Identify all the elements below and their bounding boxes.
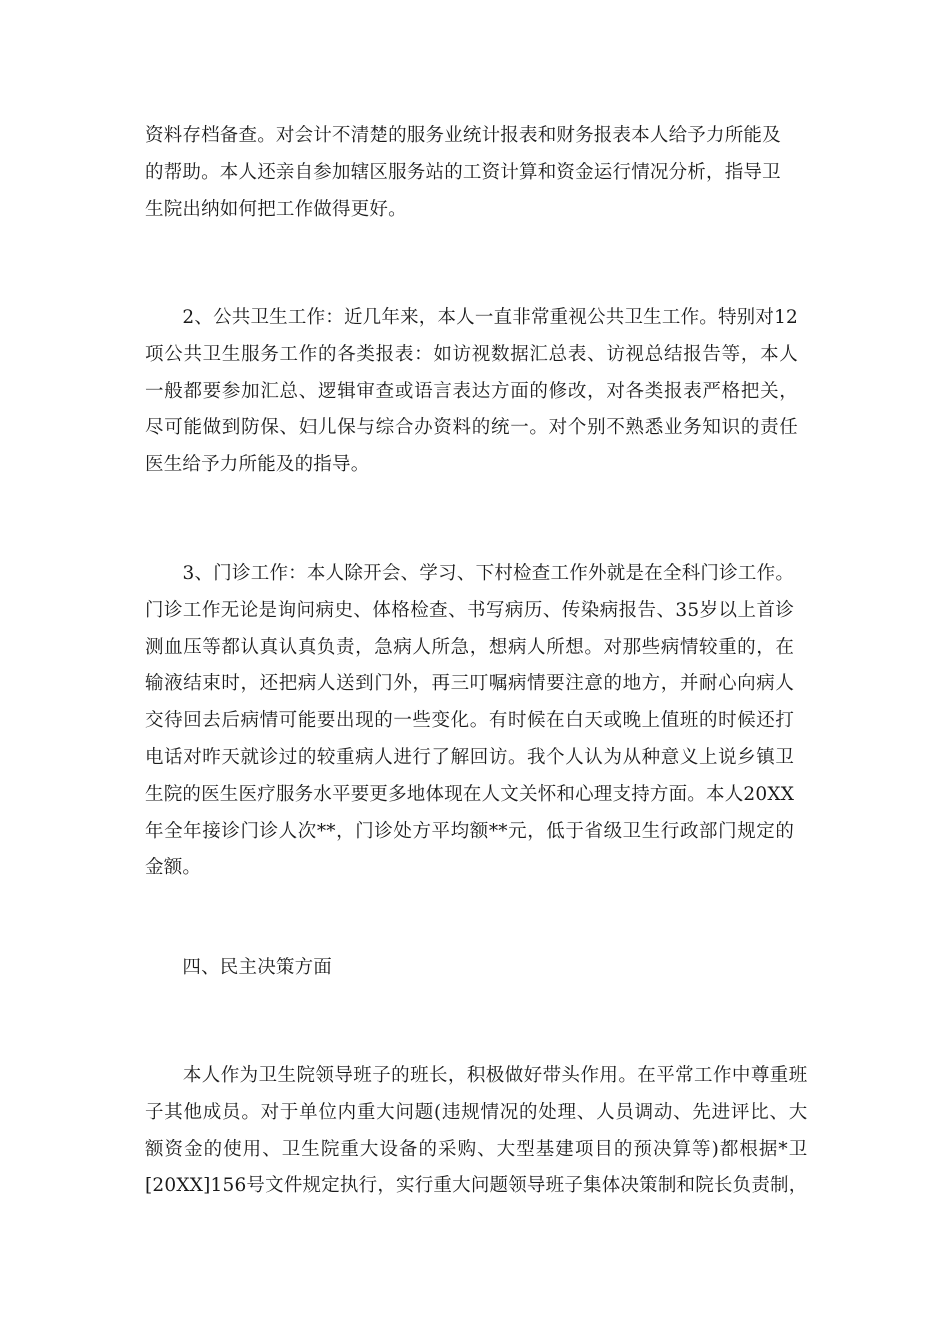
paragraph-leadership [145, 1058, 807, 1205]
text-line: 测血压等都认真认真负责，急病人所急，想病人所想。对那些病情较重的，在 [145, 636, 795, 658]
text-line: 年全年接诊门诊人次**，门诊处方平均额**元，低于省级卫生行政部门规定的 [145, 820, 795, 842]
text-line: 3、门诊工作：本人除开会、学习、下村检查工作外就是在全科门诊工作。 [145, 563, 795, 584]
text-line: 一般都要参加汇总、逻辑审查或语言表达方面的修改，对各类报表严格把关， [145, 380, 799, 402]
text-line: 门诊工作无论是询问病史、体格检查、书写病历、传染病报告、35岁以上首诊 [145, 599, 795, 621]
paragraph-public-health [145, 300, 798, 484]
text-line: 2、公共卫生工作：近几年来，本人一直非常重视公共卫生工作。特别对12 [145, 307, 799, 328]
text-line: 金额。 [145, 857, 202, 879]
section-heading-democratic-decision [145, 950, 332, 987]
text-line: 输液结束时，还把病人送到门外，再三叮嘱病情要注意的地方，并耐心向病人 [145, 673, 795, 695]
text-line: 电话对昨天就诊过的较重病人进行了解回访。我个人认为从种意义上说乡镇卫 [145, 746, 795, 768]
text-line: 尽可能做到防保、妇儿保与综合办资料的统一。对个别不熟悉业务知识的责任 [145, 417, 799, 439]
text-line: 项公共卫生服务工作的各类报表：如访视数据汇总表、访视总结报告等，本人 [145, 343, 799, 365]
text-line: 本人作为卫生院领导班子的班长，积极做好带头作用。在平常工作中尊重班 [145, 1065, 808, 1086]
paragraph-outpatient [145, 556, 794, 887]
text-line: 四、民主决策方面 [145, 957, 333, 978]
text-line: 交待回去后病情可能要出现的一些变化。有时候在白天或晚上值班的时候还打 [145, 710, 795, 732]
text-line: 医生给予力所能及的指导。 [145, 454, 370, 476]
text-line: 子其他成员。对于单位内重大问题(违规情况的处理、人员调动、先进评比、大 [145, 1101, 808, 1123]
text-line: 的帮助。本人还亲自参加辖区服务站的工资计算和资金运行情况分析，指导卫 [145, 161, 781, 183]
text-line: 生院的医生医疗服务水平要更多地体现在人文关怀和心理支持方面。本人20XX [145, 783, 795, 805]
text-line: 生院出纳如何把工作做得更好。 [145, 198, 407, 220]
text-line: 额资金的使用、卫生院重大设备的采购、大型基建项目的预决算等)都根据*卫 [145, 1138, 808, 1160]
text-line: 资料存档备查。对会计不清楚的服务业统计报表和财务报表本人给予力所能及 [145, 125, 781, 146]
text-line: [20XX]156号文件规定执行，实行重大问题领导班子集体决策制和院长负责制， [145, 1175, 808, 1197]
paragraph-records-filing [145, 118, 781, 228]
